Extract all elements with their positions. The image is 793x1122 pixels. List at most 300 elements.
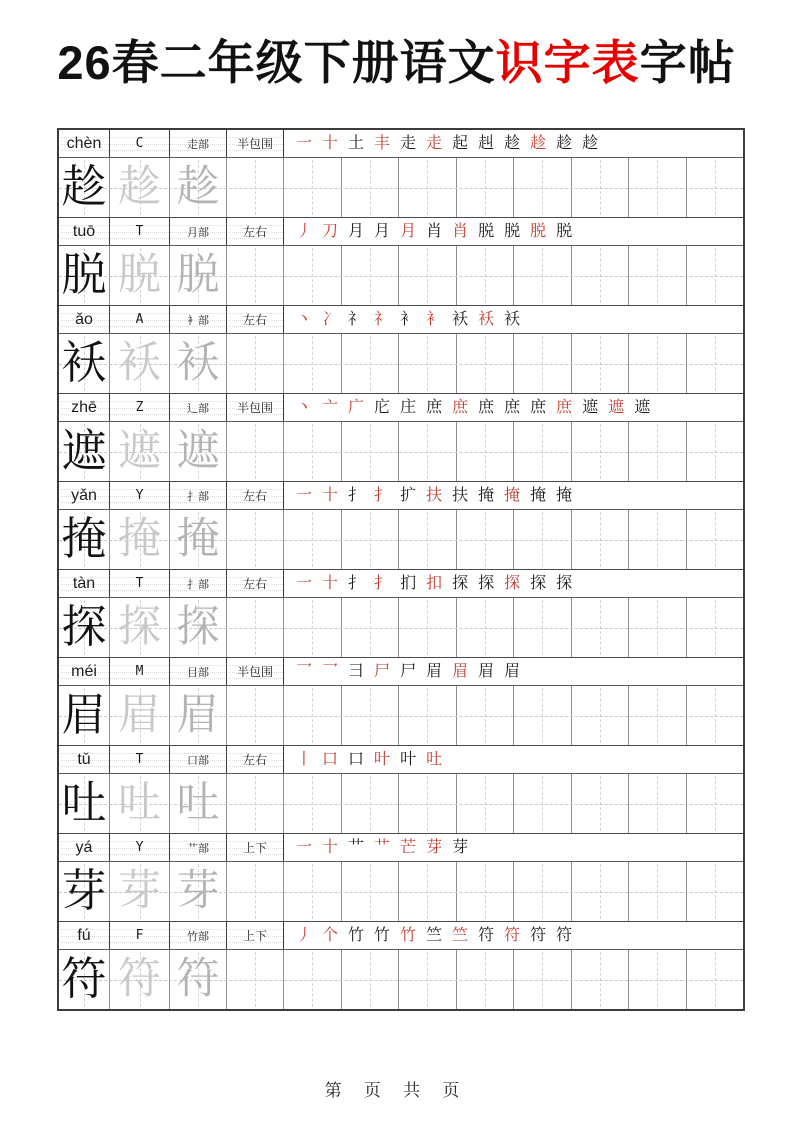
stroke-step-glyph: 扩 [400, 486, 417, 504]
empty-practice-cell [284, 950, 342, 1009]
empty-practice-cell [572, 158, 630, 217]
pinyin-cell [59, 570, 110, 597]
stroke-step-glyph: 十 [322, 134, 339, 152]
stroke-step-glyph: 庶 [504, 398, 521, 416]
model-character: 探 [61, 602, 107, 652]
stroke-step-glyph: 艹 [348, 838, 365, 856]
empty-practice-cell [687, 510, 744, 569]
stroke-order-sequence [284, 746, 743, 773]
page-number-footer: 第 页 共 页 [324, 1081, 469, 1100]
stroke-step-glyph: 丿 [296, 926, 313, 944]
empty-practice-cell [399, 862, 457, 921]
practice-row [59, 422, 743, 482]
pinyin-label: ǎo [75, 310, 93, 328]
character-block [59, 658, 743, 746]
empty-practice-cell [629, 950, 687, 1009]
radical-label: 辶部 [187, 402, 209, 415]
empty-practice-cell [284, 246, 342, 305]
empty-practice-cell [457, 598, 515, 657]
trace-character: 趁 [176, 164, 220, 211]
trace-character: 探 [118, 604, 161, 651]
model-character: 趁 [61, 162, 107, 212]
trace-character: 袄 [176, 340, 220, 387]
structure-cell [227, 130, 284, 157]
character-block [59, 218, 743, 306]
empty-practice-cell [514, 422, 572, 481]
stroke-step-glyph: 庶 [478, 398, 495, 416]
stroke-step-glyph: 叶 [400, 750, 417, 768]
stroke-step-glyph: 口 [322, 750, 339, 768]
empty-practice-cell [342, 686, 400, 745]
stroke-order-sequence [284, 394, 743, 421]
pinyin-cell [59, 130, 110, 157]
empty-practice-cell [457, 422, 515, 481]
stroke-order-sequence [284, 306, 743, 333]
empty-practice-cell [514, 598, 572, 657]
radical-label: 月部 [187, 226, 209, 239]
trace-character-cell [170, 422, 227, 481]
empty-practice-cell [342, 598, 400, 657]
trace-character: 眉 [176, 692, 220, 739]
empty-practice-cell [514, 334, 572, 393]
trace-character: 符 [176, 956, 220, 1003]
trace-character-cell [170, 510, 227, 569]
empty-practice-cell [227, 598, 284, 657]
character-block [59, 834, 743, 922]
stroke-step-glyph: 乛 [296, 662, 313, 680]
stroke-step-glyph: 冫 [322, 310, 339, 328]
character-block [59, 130, 743, 218]
info-row [59, 834, 743, 862]
structure-cell [227, 658, 284, 685]
empty-practice-cell [227, 246, 284, 305]
trace-character: 探 [176, 604, 220, 651]
stroke-step-glyph: 眉 [426, 662, 443, 680]
radical-label: 走部 [187, 138, 209, 151]
initial-letter: T [135, 752, 144, 767]
structure-cell [227, 218, 284, 245]
pinyin-label: fú [77, 926, 91, 944]
empty-practice-cell [687, 246, 744, 305]
practice-row [59, 158, 743, 218]
stroke-step-glyph: 探 [504, 574, 521, 592]
empty-practice-cell [572, 334, 630, 393]
stroke-order-sequence [284, 130, 743, 157]
radical-cell [170, 658, 227, 685]
trace-character: 遮 [118, 428, 161, 475]
trace-character: 掩 [118, 516, 161, 563]
trace-character-cell [170, 334, 227, 393]
trace-character: 符 [118, 956, 161, 1003]
stroke-step-glyph: 芒 [400, 838, 417, 856]
structure-label: 半包围 [236, 665, 273, 679]
info-row [59, 570, 743, 598]
stroke-step-glyph: 乛 [322, 662, 339, 680]
initial-letter: T [135, 224, 144, 239]
empty-practice-cell [629, 422, 687, 481]
empty-practice-cell [284, 422, 342, 481]
initial-letter: C [135, 136, 144, 151]
radical-cell [170, 570, 227, 597]
stroke-step-glyph: 十 [322, 574, 339, 592]
structure-label: 左右 [242, 577, 267, 591]
empty-practice-cell [284, 334, 342, 393]
trace-character-cell [110, 334, 170, 393]
stroke-step-glyph: 叶 [374, 750, 391, 768]
trace-character: 吐 [118, 780, 161, 827]
stroke-step-glyph: 尸 [374, 662, 391, 680]
initial-cell [110, 218, 170, 245]
stroke-step-glyph: 月 [400, 222, 417, 240]
character-block [59, 482, 743, 570]
empty-practice-cell [227, 950, 284, 1009]
empty-practice-cell [284, 774, 342, 833]
stroke-step-glyph: 肖 [452, 222, 469, 240]
radical-cell [170, 746, 227, 773]
stroke-step-glyph: 符 [478, 926, 495, 944]
empty-practice-cell [227, 158, 284, 217]
stroke-step-glyph: 广 [348, 398, 365, 416]
empty-practice-cell [687, 598, 744, 657]
info-row [59, 658, 743, 686]
empty-practice-cell [629, 334, 687, 393]
practice-row [59, 246, 743, 306]
radical-cell [170, 306, 227, 333]
stroke-step-glyph: 肖 [426, 222, 443, 240]
trace-character: 掩 [176, 516, 220, 563]
empty-practice-cell [227, 862, 284, 921]
stroke-step-glyph: 刀 [322, 222, 339, 240]
practice-row [59, 774, 743, 834]
stroke-step-glyph: 庶 [452, 398, 469, 416]
empty-practice-cell [342, 950, 400, 1009]
stroke-step-glyph: 庶 [556, 398, 573, 416]
stroke-step-glyph: 遮 [634, 398, 651, 416]
page-title [0, 26, 793, 93]
empty-practice-cell [457, 862, 515, 921]
empty-practice-cell [227, 334, 284, 393]
stroke-step-glyph: 扶 [426, 486, 443, 504]
initial-letter: Y [135, 488, 144, 503]
empty-practice-cell [457, 950, 515, 1009]
trace-character-cell [110, 774, 170, 833]
stroke-step-glyph: 芽 [452, 838, 469, 856]
pinyin-label: tǔ [77, 750, 91, 768]
stroke-step-glyph: 十 [322, 486, 339, 504]
title-highlight: 识字表 [495, 36, 640, 89]
stroke-step-glyph: 扌 [348, 574, 365, 592]
empty-practice-cell [284, 158, 342, 217]
model-character-cell [59, 422, 110, 481]
stroke-step-glyph: 个 [322, 926, 339, 944]
stroke-step-glyph: 袄 [504, 310, 521, 328]
stroke-step-glyph: 亠 [322, 398, 339, 416]
model-character-cell [59, 862, 110, 921]
stroke-step-glyph: 吐 [426, 750, 443, 768]
stroke-step-glyph: 趁 [530, 134, 547, 152]
practice-row [59, 862, 743, 922]
empty-practice-cell [227, 686, 284, 745]
initial-letter: T [135, 576, 144, 591]
stroke-step-glyph: 掩 [504, 486, 521, 504]
stroke-step-glyph: 趁 [582, 134, 599, 152]
empty-practice-cell [342, 774, 400, 833]
info-row [59, 394, 743, 422]
model-character: 脱 [61, 250, 107, 300]
radical-cell [170, 482, 227, 509]
stroke-step-glyph: 起 [452, 134, 469, 152]
empty-practice-cell [572, 686, 630, 745]
trace-character-cell [110, 598, 170, 657]
radical-label: 口部 [187, 754, 209, 767]
radical-label: 竹部 [187, 930, 209, 943]
empty-practice-cell [457, 246, 515, 305]
stroke-step-glyph: 丰 [374, 134, 391, 152]
empty-practice-cell [514, 774, 572, 833]
empty-practice-cell [342, 334, 400, 393]
initial-cell [110, 394, 170, 421]
empty-practice-cell [687, 862, 744, 921]
empty-practice-cell [457, 774, 515, 833]
radical-label: 目部 [187, 666, 209, 679]
radical-cell [170, 218, 227, 245]
stroke-step-glyph: 丶 [296, 398, 313, 416]
pinyin-label: tuō [72, 222, 96, 240]
empty-practice-cell [629, 862, 687, 921]
practice-row [59, 510, 743, 570]
pinyin-label: yǎn [71, 486, 97, 504]
initial-cell [110, 306, 170, 333]
empty-practice-cell [457, 686, 515, 745]
trace-character-cell [110, 510, 170, 569]
stroke-step-glyph: 竹 [348, 926, 365, 944]
initial-letter: M [135, 664, 144, 679]
stroke-step-glyph: 探 [530, 574, 547, 592]
stroke-step-glyph: 眉 [504, 662, 521, 680]
empty-practice-cell [227, 422, 284, 481]
empty-practice-cell [687, 158, 744, 217]
model-character-cell [59, 334, 110, 393]
stroke-step-glyph: 扣 [426, 574, 443, 592]
info-row [59, 746, 743, 774]
model-character-cell [59, 950, 110, 1009]
character-practice-table [57, 128, 745, 1011]
practice-row [59, 598, 743, 658]
stroke-step-glyph: 符 [504, 926, 521, 944]
empty-practice-cell [687, 950, 744, 1009]
stroke-step-glyph: 脱 [556, 222, 573, 240]
stroke-step-glyph: 脱 [478, 222, 495, 240]
empty-practice-cell [399, 158, 457, 217]
initial-cell [110, 482, 170, 509]
stroke-step-glyph: 遮 [608, 398, 625, 416]
title-suffix: 字帖 [639, 36, 736, 89]
structure-cell [227, 746, 284, 773]
stroke-step-glyph: 赳 [478, 134, 495, 152]
model-character-cell [59, 246, 110, 305]
initial-cell [110, 922, 170, 949]
pinyin-label: yá [75, 838, 93, 856]
empty-practice-cell [572, 598, 630, 657]
stroke-order-sequence [284, 482, 743, 509]
stroke-step-glyph: 庄 [400, 398, 417, 416]
structure-cell [227, 482, 284, 509]
empty-practice-cell [284, 862, 342, 921]
model-character-cell [59, 774, 110, 833]
model-character-cell [59, 158, 110, 217]
structure-cell [227, 922, 284, 949]
stroke-step-glyph: 走 [400, 134, 417, 152]
trace-character-cell [110, 686, 170, 745]
empty-practice-cell [572, 246, 630, 305]
empty-practice-cell [514, 510, 572, 569]
initial-cell [110, 746, 170, 773]
structure-label: 上下 [242, 929, 267, 943]
pinyin-cell [59, 746, 110, 773]
empty-practice-cell [342, 422, 400, 481]
stroke-step-glyph: 土 [348, 134, 365, 152]
trace-character: 眉 [118, 692, 161, 739]
model-character-cell [59, 510, 110, 569]
structure-label: 上下 [242, 841, 267, 855]
info-row [59, 482, 743, 510]
empty-practice-cell [399, 686, 457, 745]
stroke-step-glyph: 芽 [426, 838, 443, 856]
structure-label: 半包围 [236, 401, 273, 415]
stroke-step-glyph: 掩 [478, 486, 495, 504]
empty-practice-cell [572, 862, 630, 921]
trace-character-cell [110, 246, 170, 305]
empty-practice-cell [629, 686, 687, 745]
empty-practice-cell [687, 686, 744, 745]
empty-practice-cell [399, 598, 457, 657]
stroke-step-glyph: 眉 [478, 662, 495, 680]
stroke-step-glyph: 彐 [348, 662, 365, 680]
structure-cell [227, 834, 284, 861]
empty-practice-cell [342, 246, 400, 305]
pinyin-cell [59, 306, 110, 333]
stroke-step-glyph: 竹 [400, 926, 417, 944]
empty-practice-cell [399, 422, 457, 481]
stroke-step-glyph: 脱 [504, 222, 521, 240]
empty-practice-cell [457, 510, 515, 569]
empty-practice-cell [514, 686, 572, 745]
empty-practice-cell [227, 510, 284, 569]
structure-cell [227, 306, 284, 333]
stroke-step-glyph: 扪 [400, 574, 417, 592]
empty-practice-cell [399, 950, 457, 1009]
character-block [59, 746, 743, 834]
stroke-step-glyph: 丶 [296, 310, 313, 328]
pinyin-label: méi [71, 662, 97, 680]
stroke-step-glyph: 掩 [556, 486, 573, 504]
structure-label: 半包围 [236, 137, 273, 151]
empty-practice-cell [629, 774, 687, 833]
pinyin-cell [59, 922, 110, 949]
trace-character: 袄 [118, 340, 161, 387]
model-character: 掩 [61, 514, 107, 564]
info-row [59, 218, 743, 246]
model-character-cell [59, 598, 110, 657]
character-block [59, 922, 743, 1009]
initial-letter: Z [135, 400, 144, 415]
structure-label: 左右 [242, 753, 267, 767]
stroke-step-glyph: 口 [348, 750, 365, 768]
empty-practice-cell [514, 862, 572, 921]
structure-cell [227, 394, 284, 421]
empty-practice-cell [342, 158, 400, 217]
trace-character-cell [170, 774, 227, 833]
initial-letter: Y [135, 840, 144, 855]
title-prefix: 26春二年级下册语文 [57, 36, 496, 89]
empty-practice-cell [284, 510, 342, 569]
initial-letter: F [135, 928, 144, 943]
empty-practice-cell [399, 334, 457, 393]
info-row [59, 922, 743, 950]
structure-label: 左右 [242, 489, 267, 503]
character-block [59, 570, 743, 658]
stroke-step-glyph: 一 [296, 838, 313, 856]
character-block [59, 394, 743, 482]
radical-cell [170, 834, 227, 861]
stroke-step-glyph: 庀 [374, 398, 391, 416]
stroke-step-glyph: 探 [478, 574, 495, 592]
empty-practice-cell [514, 950, 572, 1009]
trace-character-cell [110, 950, 170, 1009]
stroke-step-glyph: 丿 [296, 222, 313, 240]
trace-character-cell [170, 950, 227, 1009]
info-row [59, 306, 743, 334]
model-character: 符 [61, 954, 107, 1004]
empty-practice-cell [687, 334, 744, 393]
trace-character: 遮 [176, 428, 220, 475]
empty-practice-cell [629, 158, 687, 217]
trace-character-cell [110, 862, 170, 921]
stroke-step-glyph: 艹 [374, 838, 391, 856]
trace-character: 脱 [176, 252, 220, 299]
stroke-step-glyph: 一 [296, 486, 313, 504]
stroke-order-sequence [284, 922, 743, 949]
stroke-step-glyph: 丨 [296, 750, 313, 768]
trace-character: 芽 [176, 868, 220, 915]
radical-label: 扌部 [187, 490, 209, 503]
stroke-step-glyph: 礻 [374, 310, 391, 328]
radical-cell [170, 130, 227, 157]
stroke-step-glyph: 庶 [530, 398, 547, 416]
trace-character-cell [170, 246, 227, 305]
trace-character: 吐 [176, 780, 220, 827]
radical-cell [170, 394, 227, 421]
model-character: 袄 [61, 338, 107, 388]
stroke-step-glyph: 趁 [556, 134, 573, 152]
empty-practice-cell [284, 598, 342, 657]
empty-practice-cell [227, 774, 284, 833]
practice-row [59, 334, 743, 394]
empty-practice-cell [629, 246, 687, 305]
empty-practice-cell [687, 422, 744, 481]
model-character-cell [59, 686, 110, 745]
empty-practice-cell [399, 246, 457, 305]
pinyin-cell [59, 658, 110, 685]
stroke-step-glyph: 眉 [452, 662, 469, 680]
initial-cell [110, 658, 170, 685]
character-block [59, 306, 743, 394]
model-character: 吐 [61, 778, 107, 828]
stroke-order-sequence [284, 570, 743, 597]
pinyin-label: chèn [66, 134, 102, 152]
practice-row [59, 950, 743, 1009]
trace-character-cell [170, 158, 227, 217]
